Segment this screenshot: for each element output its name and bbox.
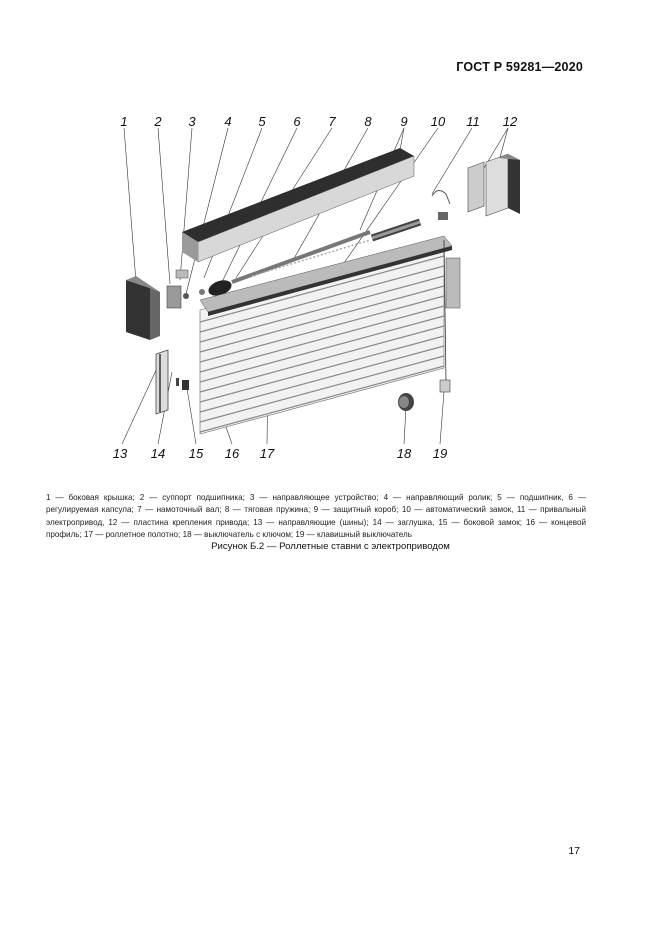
end-box	[446, 258, 460, 308]
side-lock	[182, 380, 189, 390]
legend-item: 10 — автоматический замок,	[401, 505, 517, 515]
callout-number: 3	[188, 114, 196, 129]
motor-mounting-plate	[468, 154, 520, 216]
protective-box	[182, 148, 414, 262]
callout-number: 1	[120, 114, 128, 129]
legend-item: 15 — боковой замок;	[438, 517, 527, 527]
roller-curtain	[200, 236, 452, 434]
bearing-support	[167, 286, 181, 308]
legend-item: 13 — направляющие (шины);	[253, 517, 373, 527]
rocker-switch	[440, 380, 450, 392]
callout-number: 11	[466, 114, 480, 129]
callout-number: 14	[150, 446, 166, 461]
automatic-lock	[438, 212, 448, 220]
legend-item: 19 — клавишный выключатель	[295, 530, 412, 540]
callout-number: 8	[364, 114, 372, 129]
callout-number: 6	[293, 114, 301, 129]
callout-number: 5	[258, 114, 266, 129]
legend-item: 6 — регулируемая капсула;	[46, 493, 586, 515]
tubular-motor	[372, 222, 420, 238]
legend-item: 16 — концевой профиль;	[46, 517, 586, 540]
side-cover	[126, 276, 160, 340]
callout-number: 13	[112, 446, 128, 461]
legend-item: 18 — выключатель с ключом;	[182, 530, 296, 540]
callout-number: 10	[430, 114, 446, 129]
callout-number: 19	[432, 446, 448, 461]
lock-wire	[432, 190, 450, 204]
callout-number: 15	[188, 446, 204, 461]
guide-rail	[156, 350, 168, 414]
callout-number: 4	[224, 114, 232, 129]
legend-item: 5 — подшипник,	[497, 493, 569, 502]
legend-item: 8 — тяговая пружина;	[224, 505, 314, 515]
guide-roller	[183, 293, 189, 299]
callout-number: 9	[400, 114, 408, 129]
callout-number: 12	[502, 114, 518, 129]
legend-item: 12 — пластина крепления привода;	[108, 517, 254, 527]
callout-number: 16	[224, 446, 240, 461]
callout-number: 17	[259, 446, 275, 461]
bearing	[199, 289, 205, 295]
callout-number: 2	[154, 114, 162, 129]
legend-item: 9 — защитный короб;	[313, 505, 402, 515]
legend-item: 4 — направляющий ролик;	[383, 493, 498, 502]
figure-caption: Рисунок Б.2 — Роллетные ставни с электроприводом	[211, 541, 450, 552]
legend-item: 14 — заглушка,	[372, 517, 439, 527]
document-standard-header: ГОСТ Р 59281—2020	[456, 60, 583, 74]
legend-item: 2 — суппорт подшипника;	[139, 493, 250, 502]
legend-item: 1 — боковая крышка;	[46, 493, 140, 502]
legend-item: 3 — направляющее устройство;	[249, 493, 384, 502]
plug	[176, 378, 179, 386]
page-number: 17	[568, 845, 580, 857]
legend-item: 7 — намоточный вал;	[137, 505, 225, 515]
guide-device	[176, 270, 188, 278]
legend-item: 11 — привальный электропривод,	[46, 505, 586, 527]
callout-number: 18	[396, 446, 412, 461]
key-switch	[398, 393, 414, 411]
figure-legend	[46, 492, 586, 542]
legend-item: 17 — роллетное полотно;	[84, 530, 183, 540]
callout-number: 7	[328, 114, 336, 129]
